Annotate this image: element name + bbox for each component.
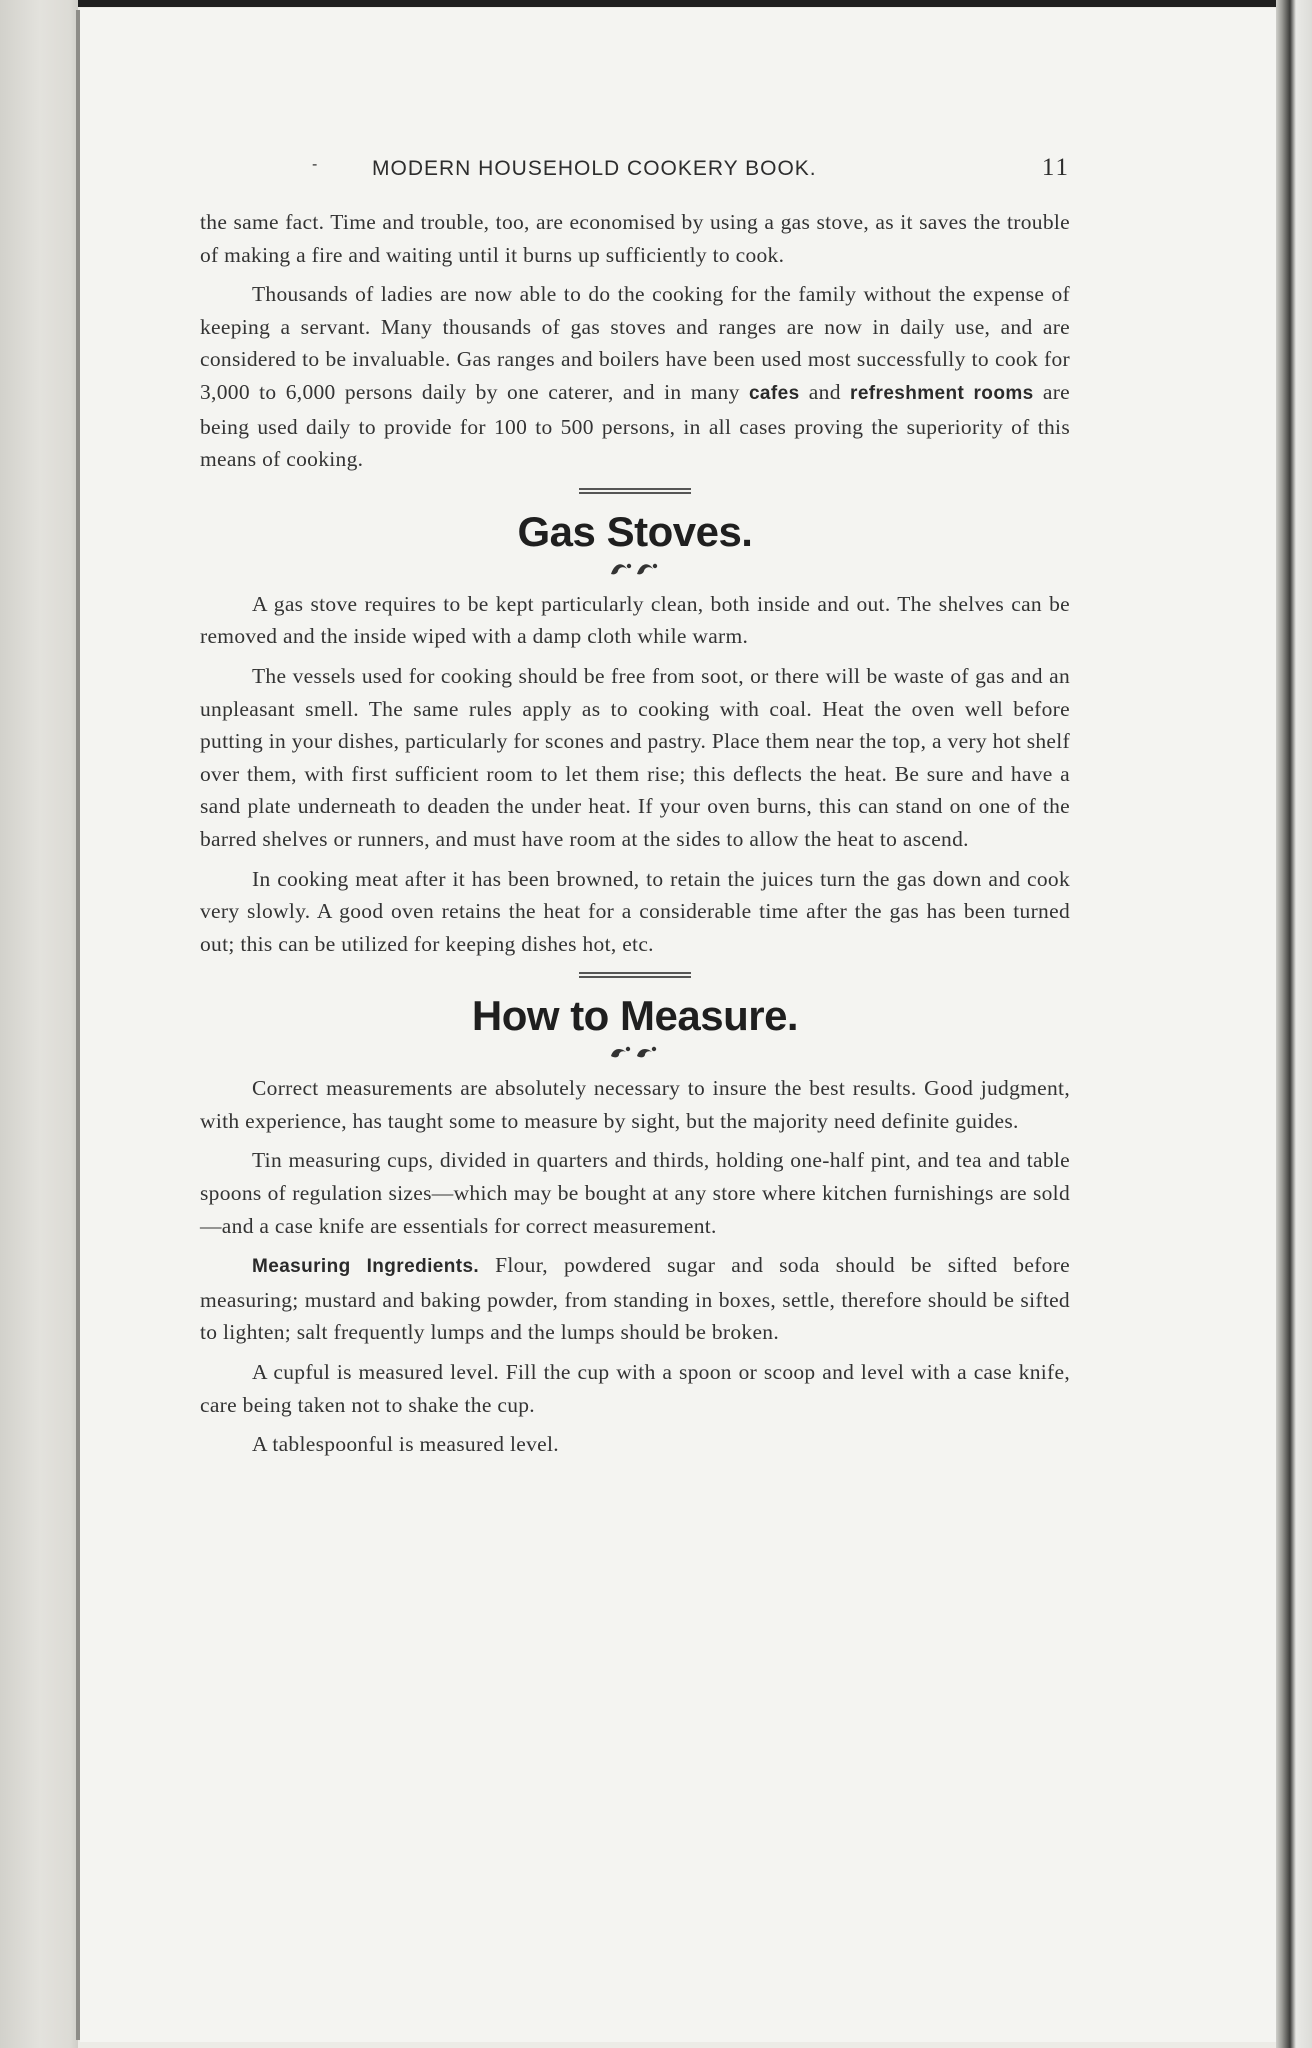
heading-how-to-measure: How to Measure. — [471, 992, 799, 1040]
measure-paragraph-cupful: A cupful is measured level. Fill the cup with a spoon or scoop and level with a case knife, care being taken not to shake the cup. — [200, 1360, 1070, 1417]
measure-paragraph-1: Correct measurements are absolutely necessary to insure the best results. Good judgment, with experience, has taught some to measure by sight, but the majority need definite guides. — [200, 1076, 1070, 1133]
intro-text-before: Thousands of ladies are now able to do the cooking for the family without the expense of keeping a servant. Many thousands of gas stoves and ranges are now in daily use, and are considered to be invaluable. Gas ranges and boilers have been used most successfully to cook for 3,000 to 6,000 persons daily by one caterer, and in many — [200, 282, 1070, 404]
section-divider-rule — [579, 972, 691, 978]
running-head — [200, 152, 1070, 190]
gas-stoves-paragraph-1: A gas stove requires to be kept particularly clean, both inside and out. The shelves can be removed and the inside wiped with a damp cloth while warm. — [200, 591, 1070, 649]
page-right-edge — [1276, 0, 1312, 2048]
intro-text-middle: and — [799, 379, 851, 404]
page-binding-margin — [0, 0, 78, 2048]
section-divider-rule — [579, 488, 691, 494]
gas-stoves-paragraph-3: In cooking meat after it has been browned, to retain the juices turn the gas down and cook very slowly. A good oven retains the heat for a considerable time after the gas has been turned out; this can be utilized for keeping dishes hot, etc. — [200, 866, 1070, 956]
intro-term-cafes: cafes — [748, 382, 800, 404]
running-head-marker: - — [312, 156, 319, 173]
measure-paragraph-2: Tin measuring cups, divided in quarters and thirds, holding one-half pint, and tea and table spoons of regulation sizes—which may be bought at any store where kitchen furnishings are sold—and a case knife are essentials for correct measurement. — [200, 1148, 1070, 1238]
fleuron-ornament-icon — [605, 1044, 665, 1062]
fleuron-ornament-icon — [605, 560, 665, 578]
page-content — [200, 152, 1070, 1468]
running-head-title: MODERN HOUSEHOLD COOKERY BOOK. — [372, 157, 817, 180]
measuring-ingredients-text: Flour, powdered sugar and soda should be sifted before measuring; mustard and baking powder, from standing in boxes, settle, therefore should be sifted to lighten; salt frequently lumps and the lumps should be broken. — [200, 1253, 1070, 1345]
intro-paragraph-1: the same fact. Time and trouble, too, are economised by using a gas stove, as it saves the trouble of making a fire and waiting until it burns up sufficiently to cook. — [200, 210, 1070, 267]
measuring-ingredients-label: Measuring Ingredients. — [252, 1256, 480, 1278]
intro-text-after: are being used daily to provide for 100 to 500 persons, in all cases proving the superiority of this means of cooking. — [200, 379, 1071, 472]
measure-paragraph-tablespoonful: A tablespoonful is measured level. — [252, 1432, 559, 1457]
heading-gas-stoves: Gas Stoves. — [517, 507, 753, 555]
intro-term-refreshment-rooms: refreshment rooms — [850, 382, 1034, 404]
page-number: 11 — [1041, 154, 1070, 181]
intro-paragraph-2 — [200, 278, 1070, 476]
measure-ingredients-paragraph — [200, 1249, 1070, 1349]
scan-top-edge — [0, 0, 1312, 7]
gas-stoves-paragraph-2: The vessels used for cooking should be free from soot, or there will be waste of gas and an unpleasant smell. The same rules apply as to cooking with coal. Heat the oven well before putting in your dishes, particularly for scones and pastry. Place them near the top, a very hot shelf over them, with first sufficient room to let them rise; this deflects the heat. Be sure and have a sand plate underneath to deaden the under heat. If your oven burns, this can stand on one of the barred shelves or runners, and must have room at the sides to allow the heat to ascend. — [200, 663, 1070, 851]
